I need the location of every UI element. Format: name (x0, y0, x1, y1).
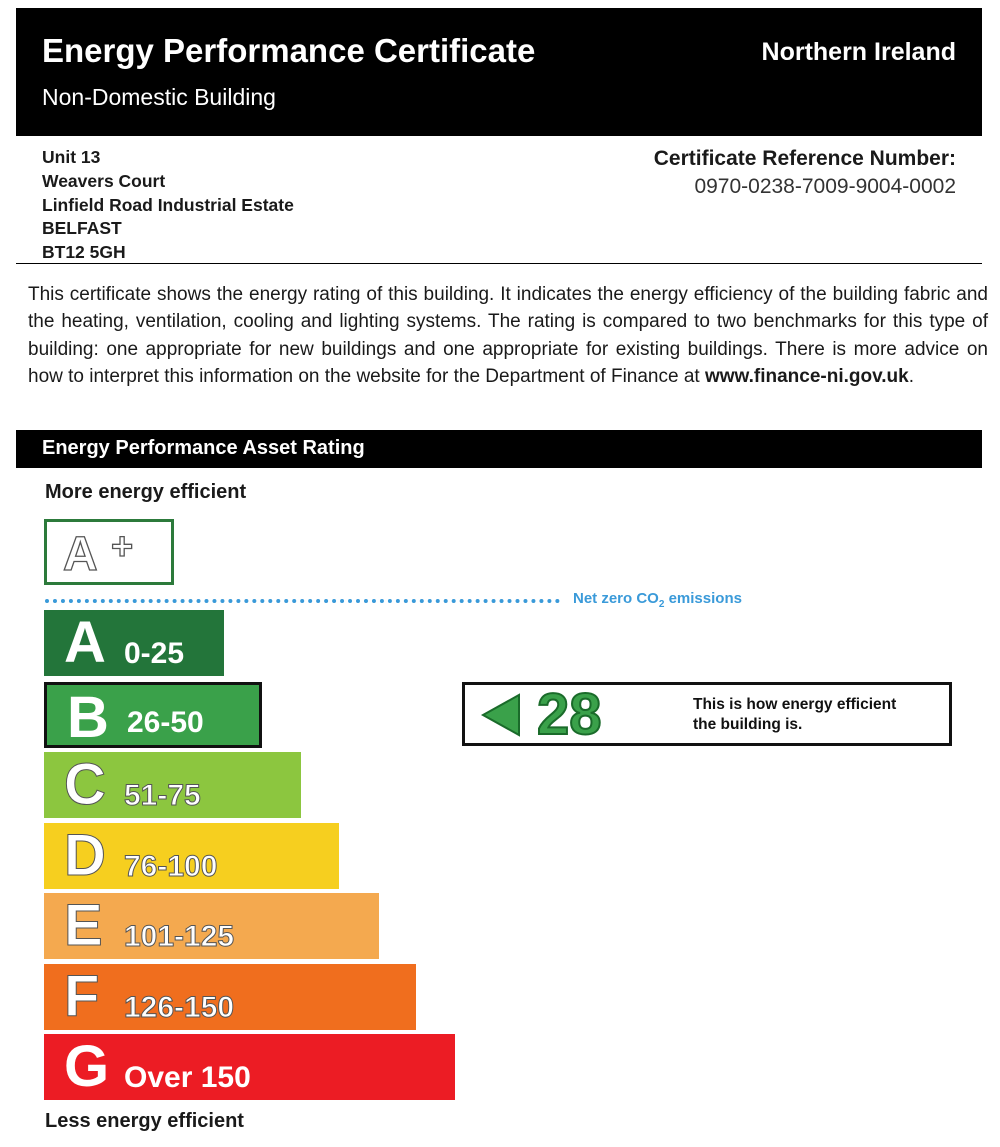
band-range: 51-75 (124, 779, 201, 812)
band-range: 126-150 (124, 991, 235, 1024)
rating-section-title: Energy Performance Asset Rating (42, 437, 365, 459)
less-efficient-label: Less energy efficient (45, 1110, 244, 1132)
caption-line: This is how energy efficient (693, 696, 897, 713)
net-zero-suffix: emissions (664, 590, 742, 607)
band-letter: E (64, 893, 103, 958)
band-letter: F (64, 964, 100, 1029)
band-e (44, 893, 379, 959)
address-line: Unit 13 (42, 147, 101, 167)
band-range: 0-25 (124, 637, 185, 670)
current-rating-indicator (462, 682, 952, 746)
intro-paragraph (28, 281, 988, 390)
building-address (42, 146, 294, 265)
page-title: Energy Performance Certificate (42, 32, 536, 69)
current-rating-caption (693, 695, 896, 735)
band-letter: B (67, 685, 109, 750)
plus-icon: + (111, 526, 134, 568)
certificate-reference-number: 0970-0238-7009-9004-0002 (694, 175, 956, 198)
intro-text: This certificate shows the energy rating of this building. It indicates the energy efficiency of the building fabric and the heating, ventilation, cooling and lighting systems. The rating is compared to two benchmarks for this type of building: one appropriate for new buildings and one appropriate for existing buildings. There is more advice on how to interpret this information on the website for the Department of Finance at (28, 284, 988, 387)
region-label: Northern Ireland (761, 38, 956, 66)
band-letter: A (64, 610, 106, 675)
net-zero-label (573, 590, 742, 610)
caption-line: the building is. (693, 716, 803, 733)
net-zero-sub: 2 (658, 599, 665, 610)
band-a-plus (44, 519, 174, 585)
band-range: Over 150 (124, 1061, 251, 1094)
band-f (44, 964, 416, 1030)
band-letter: G (64, 1034, 110, 1099)
current-rating-score: 28 (537, 682, 602, 747)
website-link[interactable]: www.finance-ni.gov.uk (704, 365, 909, 387)
band-range: 76-100 (124, 850, 218, 883)
certificate-header (16, 8, 982, 136)
band-a-plus-letter: A (63, 528, 98, 581)
rating-section-header (16, 430, 982, 468)
band-letter: C (64, 752, 106, 817)
address-line: Linfield Road Industrial Estate (42, 194, 294, 215)
band-g (44, 1034, 455, 1100)
band-a (44, 610, 224, 676)
page-subtitle: Non-Domestic Building (42, 84, 276, 110)
arrow-left-icon (479, 693, 523, 737)
more-efficient-label: More energy efficient (45, 481, 247, 503)
intro-end: . (908, 365, 914, 387)
address-line: Weavers Court (42, 170, 166, 191)
band-d (44, 823, 339, 889)
address-line: BELFAST (42, 218, 122, 239)
band-range: 26-50 (127, 706, 204, 739)
band-b (44, 682, 262, 748)
band-c (44, 752, 301, 818)
address-line: BT12 5GH (42, 242, 126, 263)
certificate-reference-label: Certificate Reference Number: (653, 147, 956, 170)
certificate-reference (654, 146, 956, 202)
divider (16, 263, 982, 264)
net-zero-prefix: Net zero CO (573, 590, 659, 607)
net-zero-line (45, 599, 560, 603)
band-range: 101-125 (124, 920, 235, 953)
band-letter: D (64, 823, 106, 888)
